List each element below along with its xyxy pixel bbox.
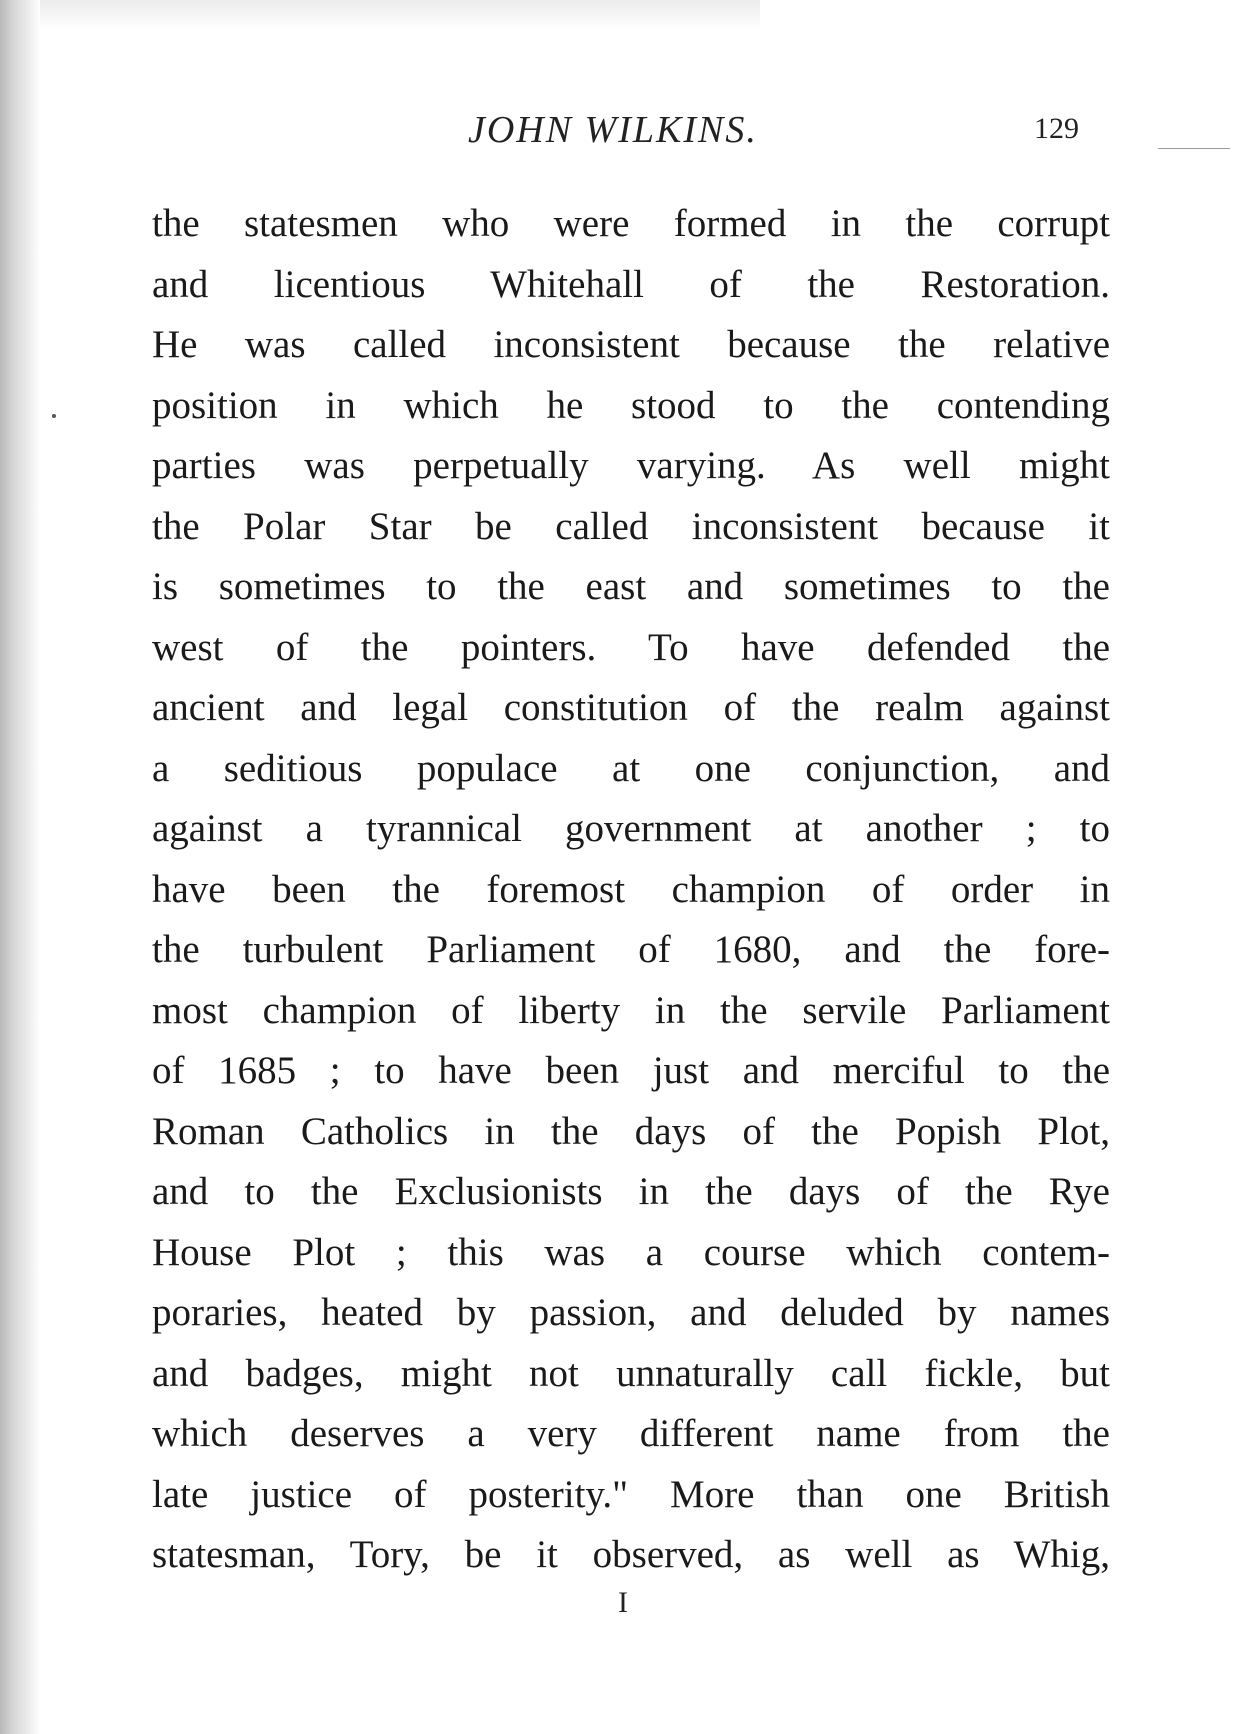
text-line: and badges, might not unnaturally call fickle, but	[152, 1351, 1110, 1395]
text-line: position in which he stood to the contending	[152, 383, 1110, 427]
text-line: of 1685 ; to have been just and merciful to the	[152, 1049, 1110, 1092]
text-line: and to the Exclusionists in the days of the Rye	[152, 1170, 1110, 1213]
text-line: House Plot ; this was a course which contem-	[152, 1230, 1110, 1274]
text-line: a seditious populace at one conjunction, and	[152, 746, 1110, 790]
text-line: most champion of liberty in the servile Parliament	[152, 988, 1110, 1032]
text-line: statesman, Tory, be it observed, as well as Whig,	[152, 1533, 1110, 1576]
text-line: late justice of posterity." More than one British	[152, 1472, 1110, 1516]
running-title: JOHN WILKINS.	[468, 109, 758, 151]
text-line: have been the foremost champion of order in	[152, 867, 1110, 911]
text-line: He was called inconsistent because the relative	[152, 323, 1110, 366]
text-line: the turbulent Parliament of 1680, and the fore-	[152, 928, 1110, 971]
signature-mark: I	[618, 1586, 628, 1619]
text-line: parties was perpetually varying. As well might	[152, 444, 1110, 487]
header-rule	[1158, 148, 1230, 149]
body-text	[152, 194, 1110, 1586]
text-line: the statesmen who were formed in the corrupt	[152, 202, 1110, 245]
ink-speck	[52, 414, 56, 418]
text-line: ancient and legal constitution of the realm against	[152, 686, 1110, 729]
text-line: poraries, heated by passion, and deluded by names	[152, 1291, 1110, 1334]
text-line: west of the pointers. To have defended the	[152, 625, 1110, 669]
text-line: and licentious Whitehall of the Restoration.	[152, 262, 1110, 306]
running-head	[0, 108, 1250, 158]
text-line: is sometimes to the east and sometimes to the	[152, 565, 1110, 608]
text-line: against a tyrannical government at another ; to	[152, 807, 1110, 850]
text-line: Roman Catholics in the days of the Popish Plot,	[152, 1109, 1110, 1153]
text-line: which deserves a very different name from the	[152, 1412, 1110, 1455]
text-line: the Polar Star be called inconsistent because it	[152, 504, 1110, 548]
page-edge-smudge	[40, 0, 760, 30]
page-number: 129	[1034, 112, 1079, 145]
binding-shadow	[0, 0, 40, 1734]
